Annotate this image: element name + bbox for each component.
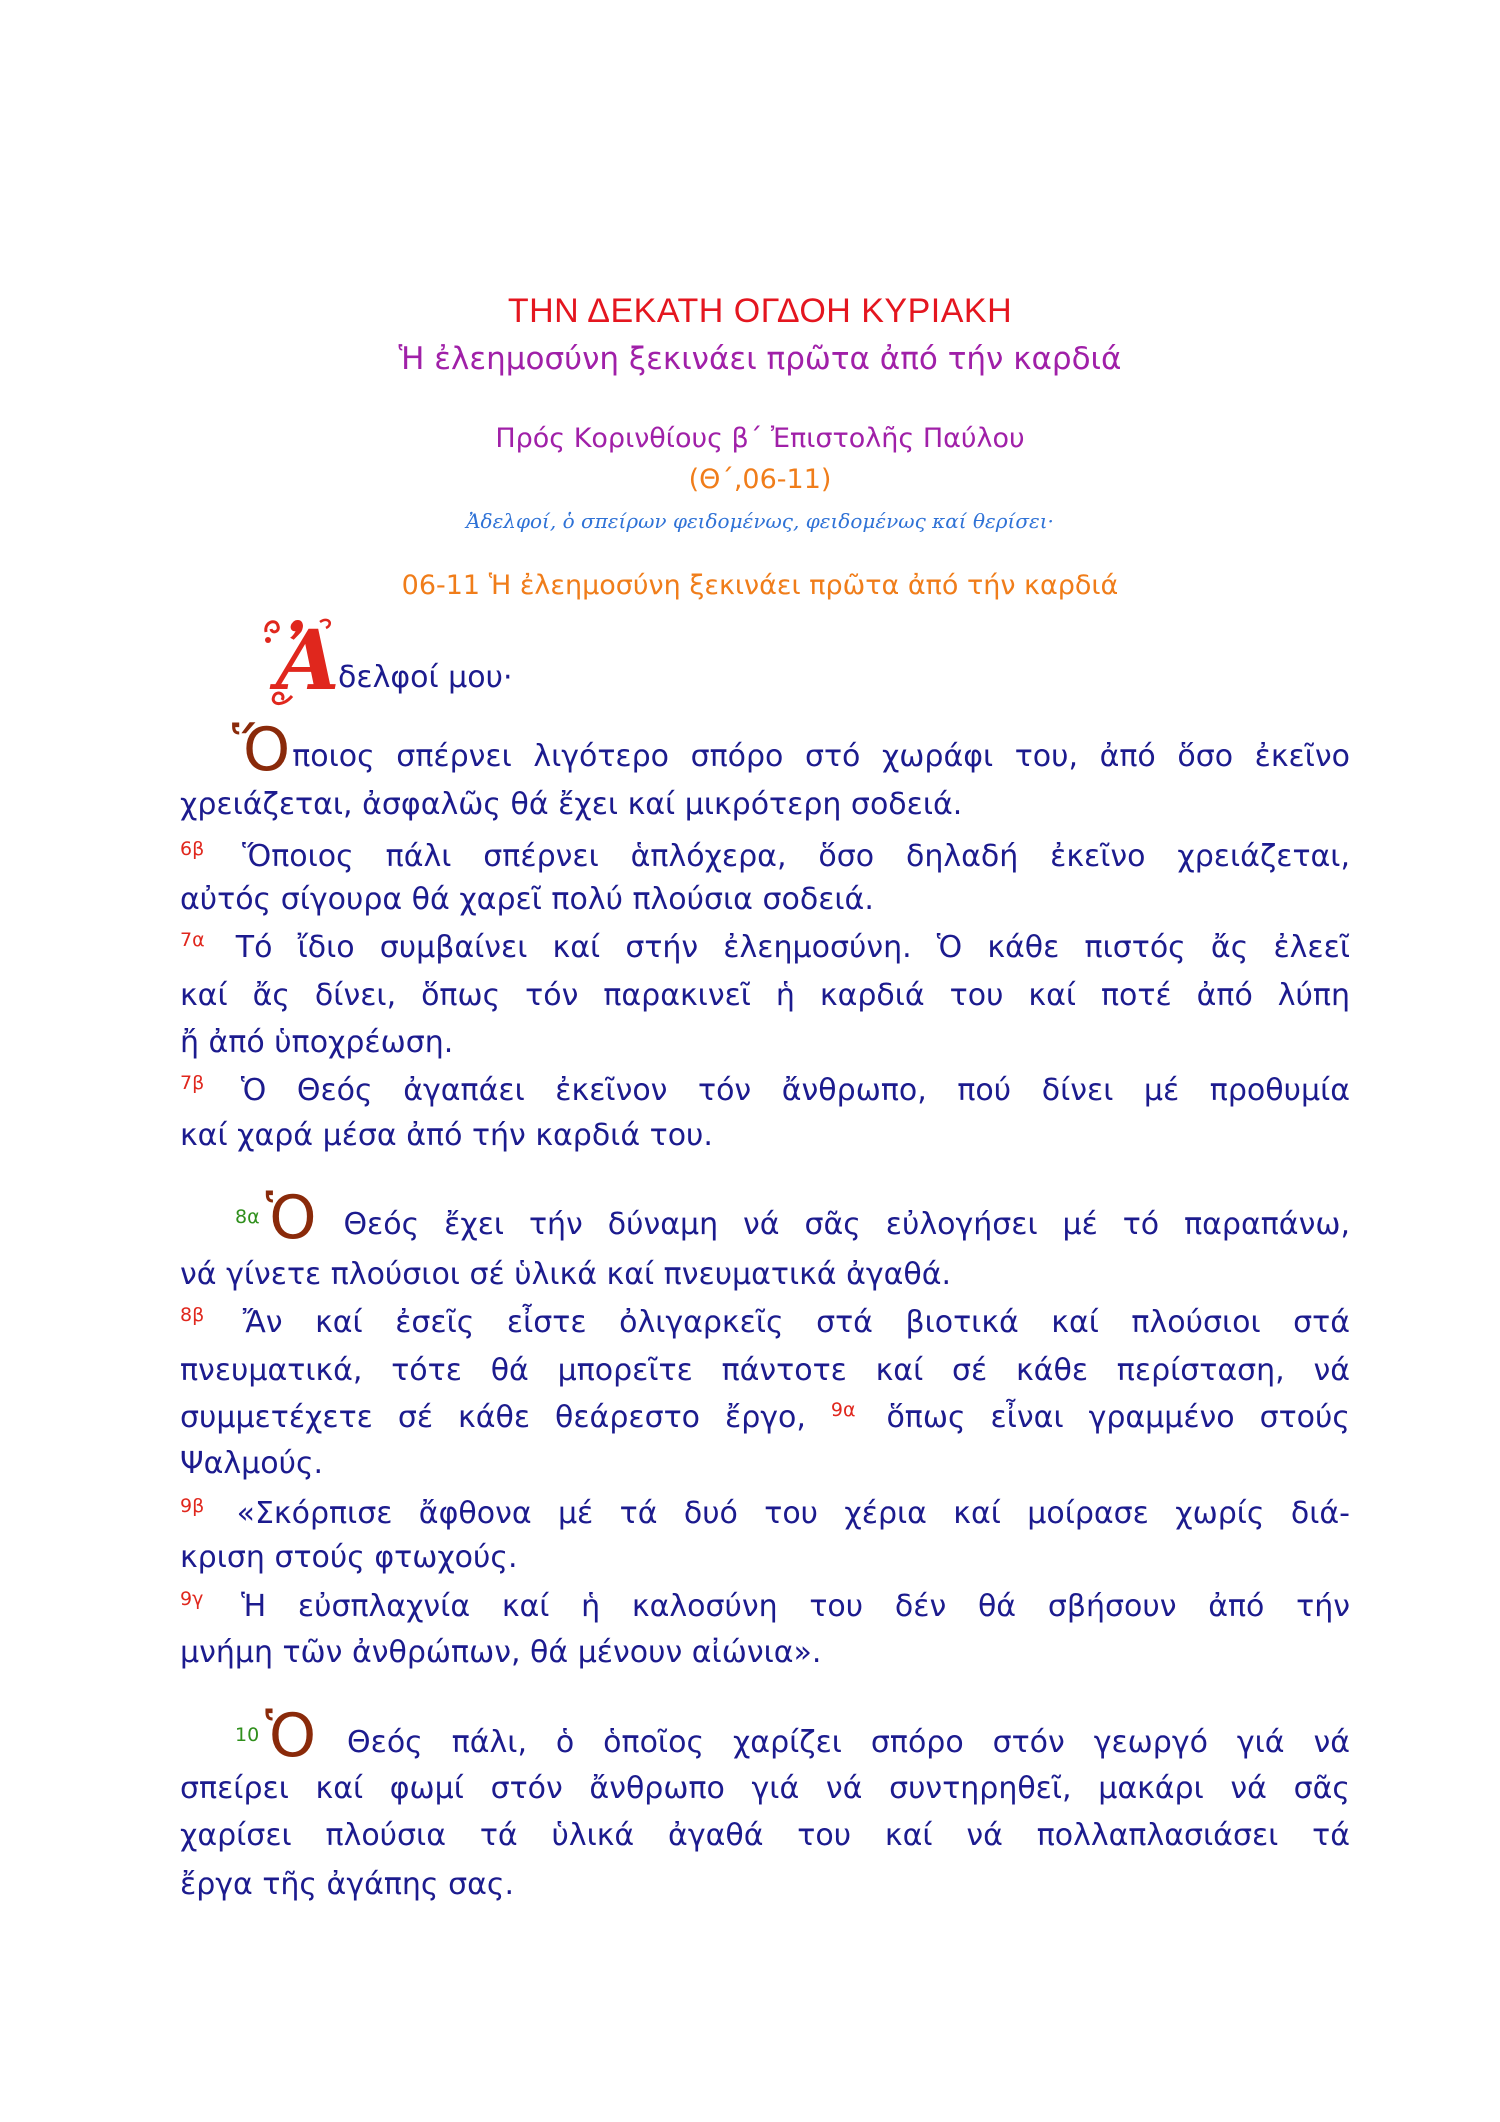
line-text: Ὅποιος πάλι σπέρνει ἁπλόχερα, ὅσο δηλαδή ἐκεῖνο χρειάζεται, bbox=[242, 839, 1350, 874]
line-text: Θεός ἔχει τήν δύναμη νά σᾶς εὐλογήσει μέ τό παραπάνω, bbox=[343, 1207, 1350, 1242]
text-line: αὐτός σίγουρα θά χαρεῖ πολύ πλούσια σοδειά. bbox=[180, 882, 874, 917]
line-text: Θεός πάλι, ὁ ὁποῖος χαρίζει σπόρο στόν γεωργό γιά νά bbox=[347, 1725, 1350, 1760]
line-text: ποιος σπέρνει λιγότερο σπόρο στό χωράφι του, ἀπό ὅσο ἐκεῖνο bbox=[292, 739, 1350, 774]
text-line bbox=[180, 834, 1350, 880]
line-text: ὅπως εἶναι γραμμένο στούς bbox=[886, 1400, 1350, 1435]
text-line: χρειάζεται, ἀσφαλῶς θά ἔχει καί μικρότερη σοδειά. bbox=[180, 787, 963, 822]
line-text: Ὁ Θεός ἀγαπάει ἐκεῖνον τόν ἄνθρωπο, πού δίνει μέ προθυμία bbox=[240, 1073, 1350, 1108]
text-line bbox=[232, 715, 1350, 785]
line-text: Ἡ εὐσπλαχνία καί ἡ καλοσύνη του δέν θά σβήσουν ἀπό τήν bbox=[241, 1589, 1350, 1624]
line-text: Τό ἴδιο συμβαίνει καί στήν ἐλεημοσύνη. Ὁ κάθε πιστός ἄς ἐλεεῖ bbox=[235, 930, 1351, 965]
verse-number: 8α bbox=[235, 1206, 260, 1228]
verse-number: 6β bbox=[180, 838, 205, 860]
pericope-heading: 06-11 Ἡ ἐλεημοσύνη ξεκινάει πρῶτα ἀπό τήν καρδιά bbox=[401, 570, 1119, 601]
text-line: πνευματικά, τότε θά μπορεῖτε πάντοτε καί σέ κάθε περίσταση, νά bbox=[180, 1353, 1350, 1388]
chapter-reference: (Θ΄,06-11) bbox=[688, 464, 832, 495]
text-line bbox=[180, 1068, 1350, 1114]
initial-letter: Ὁ bbox=[265, 1183, 317, 1253]
verse-number: 9β bbox=[180, 1495, 205, 1517]
text-line: ἤ ἀπό ὑποχρέωση. bbox=[180, 1025, 454, 1060]
epistle-heading: Πρός Κορινθίους β΄ Ἐπιστολῆς Παύλου bbox=[495, 423, 1025, 454]
text-line bbox=[180, 1395, 1350, 1441]
text-line bbox=[235, 1183, 1350, 1253]
verse-number: 8β bbox=[180, 1304, 205, 1326]
line-text: συμμετέχετε σέ κάθε θεάρεστο ἔργο, bbox=[180, 1400, 806, 1435]
text-line bbox=[235, 1701, 1350, 1771]
text-line bbox=[180, 1491, 1350, 1537]
verse-number: 10 bbox=[235, 1724, 260, 1746]
initial-letter: Ὁ bbox=[265, 1701, 317, 1771]
text-line: μνήμη τῶν ἀνθρώπων, θά μένουν αἰώνια». bbox=[180, 1635, 822, 1670]
drop-cap-letter: Ἀ bbox=[276, 613, 340, 709]
page-title: ΤΗΝ ΔΕΚΑΤΗ ΟΓΔΟΗ ΚΥΡΙΑΚΗ bbox=[507, 292, 1013, 330]
opening-salutation: δελφοί μου· bbox=[338, 660, 513, 695]
text-line: ἔργα τῆς ἀγάπης σας. bbox=[180, 1867, 514, 1902]
drop-cap-ornament bbox=[262, 612, 338, 716]
text-line: χαρίσει πλούσια τά ὑλικά ἀγαθά του καί νά πολλαπλασιάσει τά bbox=[180, 1818, 1350, 1853]
text-line bbox=[180, 925, 1350, 971]
text-line: σπείρει καί φωμί στόν ἄνθρωπο γιά νά συντηρηθεῖ, μακάρι νά σᾶς bbox=[180, 1771, 1350, 1806]
verse-number: 7β bbox=[180, 1072, 205, 1094]
text-line bbox=[180, 1584, 1350, 1630]
text-line: Ψαλμούς. bbox=[180, 1446, 324, 1481]
verse-number: 9γ bbox=[180, 1588, 204, 1610]
text-line: καί ἄς δίνει, ὅπως τόν παρακινεῖ ἡ καρδιά του καί ποτέ ἀπό λύπη bbox=[180, 978, 1350, 1013]
text-line: κριση στούς φτωχούς. bbox=[180, 1540, 518, 1575]
verse-number: 9α bbox=[830, 1399, 856, 1421]
page-subtitle: Ἡ ἐλεημοσύνη ξεκινάει πρῶτα ἀπό τήν καρδιά bbox=[398, 341, 1122, 377]
text-line bbox=[180, 1300, 1350, 1346]
verse-number: 7α bbox=[180, 929, 205, 951]
text-line: νά γίνετε πλούσιοι σέ ὑλικά καί πνευματικά ἀγαθά. bbox=[180, 1257, 952, 1292]
text-line: καί χαρά μέσα ἀπό τήν καρδιά του. bbox=[180, 1118, 713, 1153]
line-text: Ἄν καί ἐσεῖς εἶστε ὀλιγαρκεῖς στά βιοτικά καί πλούσιοι στά bbox=[242, 1305, 1350, 1340]
line-text: «Σκόρπισε ἄφθονα μέ τά δυό του χέρια καί μοίρασε χωρίς διά- bbox=[236, 1496, 1350, 1531]
initial-letter: Ὅ bbox=[232, 715, 291, 785]
incipit-line: Ἀδελφοί, ὁ σπείρων φειδομένως, φειδομένως καί θερίσει· bbox=[466, 509, 1054, 533]
